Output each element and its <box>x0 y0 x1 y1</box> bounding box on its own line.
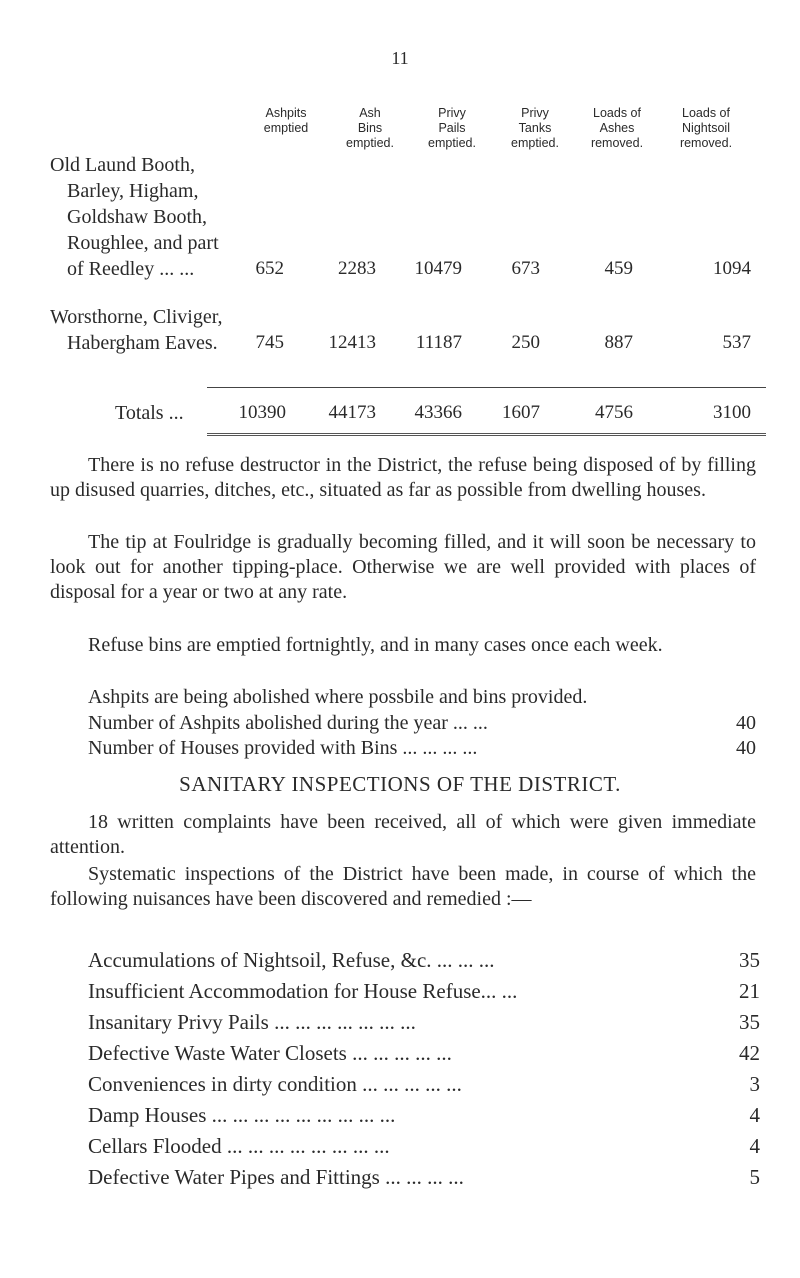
nuisance-label: Conveniences in dirty condition ... ... ... ... ... <box>88 1072 462 1096</box>
col-header-loads-nightsoil <box>660 106 752 151</box>
paragraph-foulridge-tip: The tip at Foulridge is gradually becoming filled, and it will soon be necessary to look out for another tipping-place. Otherwise we are well provided with places of disposal for a year or two at any rate. <box>50 531 756 603</box>
table-cell: 10479 <box>414 258 462 279</box>
table-cell: 11187 <box>415 332 462 353</box>
list-item <box>88 948 760 973</box>
totals-cell: 10390 <box>238 402 286 423</box>
section-heading: SANITARY INSPECTIONS OF THE DISTRICT. <box>179 772 621 796</box>
paragraph-refuse-destructor: There is no refuse destructor in the District, the refuse being disposed of by filling up disused quarries, ditches, etc., situated as far as possible from dwelling houses. <box>50 454 756 501</box>
paragraph-ashpits: Ashpits are being abolished where possbile and bins provided. <box>88 686 588 708</box>
row-label-line: Barley, Higham, <box>67 180 199 202</box>
list-item <box>88 1010 760 1035</box>
totals-cell: 44173 <box>328 402 376 423</box>
nuisance-label: Accumulations of Nightsoil, Refuse, &c. ... ... ... <box>88 948 495 972</box>
list-item <box>88 979 760 1004</box>
count-ashpits-abolished <box>88 712 756 735</box>
col-header-line: Bins <box>357 121 383 135</box>
totals-cell: 3100 <box>713 402 751 423</box>
row-label-line: Habergham Eaves. <box>67 332 218 354</box>
list-item <box>88 1041 760 1066</box>
col-header-loads-ashes <box>575 106 659 151</box>
col-header-line: Ashpits <box>265 106 307 120</box>
col-header-line: Loads of <box>682 106 730 120</box>
nuisance-count: 5 <box>749 1165 760 1189</box>
nuisance-label: Insufficient Accommodation for House Refuse... ... <box>88 979 518 1003</box>
col-header-line: emptied. <box>346 136 394 150</box>
col-header-privy-pails <box>412 106 492 151</box>
row-label-line: Worsthorne, Cliviger, <box>50 306 223 328</box>
nuisance-count: 35 <box>739 948 760 972</box>
col-header-ash-bins <box>330 106 410 151</box>
nuisance-label: Insanitary Privy Pails ... ... ... ... ... ... ... <box>88 1010 416 1034</box>
table-cell: 250 <box>511 332 540 353</box>
page-number: 11 <box>391 48 409 68</box>
row-label-line: of Reedley ... ... <box>67 258 195 280</box>
nuisance-count: 42 <box>739 1041 760 1065</box>
table-double-rule <box>207 433 766 437</box>
col-header-line: Ashes <box>599 121 635 135</box>
col-header-line: Tanks <box>518 121 552 135</box>
col-header-line: removed. <box>590 136 644 150</box>
row-label-line: Roughlee, and part <box>67 232 219 254</box>
col-header-line: Loads of <box>593 106 641 120</box>
list-item <box>88 1165 760 1190</box>
nuisance-count: 3 <box>749 1072 760 1096</box>
row-label-line: Goldshaw Booth, <box>67 206 207 228</box>
count-label: Number of Ashpits abolished during the year ... ... <box>88 712 488 734</box>
paragraph-inspections: Systematic inspections of the District have been made, in course of which the following nuisances have been discovered and remedied :— <box>50 863 756 910</box>
col-header-line: Nightsoil <box>682 121 730 135</box>
count-value: 40 <box>736 737 756 759</box>
nuisance-count: 35 <box>739 1010 760 1034</box>
list-item <box>88 1072 760 1097</box>
totals-cell: 1607 <box>502 402 540 423</box>
table-cell: 1094 <box>713 258 751 279</box>
nuisance-label: Defective Water Pipes and Fittings ... ... ... ... <box>88 1165 464 1189</box>
paragraph-refuse-bins: Refuse bins are emptied fortnightly, and in many cases once each week. <box>88 634 663 656</box>
list-item <box>88 1103 760 1128</box>
col-header-line: emptied. <box>428 136 476 150</box>
row-label-line: Old Laund Booth, <box>50 154 195 176</box>
table-cell: 652 <box>255 258 284 279</box>
table-cell: 12413 <box>328 332 376 353</box>
nuisance-label: Cellars Flooded ... ... ... ... ... ... ... ... <box>88 1134 390 1158</box>
col-header-line: Privy <box>438 106 466 120</box>
totals-cell: 43366 <box>414 402 462 423</box>
nuisance-count: 4 <box>749 1134 760 1158</box>
count-value: 40 <box>736 712 756 734</box>
table-cell: 2283 <box>338 258 376 279</box>
col-header-privy-tanks <box>495 106 575 151</box>
col-header-line: emptied <box>263 121 309 135</box>
col-header-ashpits <box>246 106 326 136</box>
nuisance-count: 4 <box>749 1103 760 1127</box>
nuisance-label: Defective Waste Water Closets ... ... ... ... ... <box>88 1041 452 1065</box>
nuisance-count: 21 <box>739 979 760 1003</box>
count-houses-bins <box>88 737 756 760</box>
totals-label: Totals ... <box>115 402 184 424</box>
col-header-line: Privy <box>521 106 549 120</box>
table-cell: 887 <box>604 332 633 353</box>
table-rule <box>207 387 766 388</box>
col-header-line: removed. <box>679 136 733 150</box>
table-cell: 673 <box>511 258 540 279</box>
nuisance-label: Damp Houses ... ... ... ... ... ... ... ... ... <box>88 1103 396 1127</box>
totals-cell: 4756 <box>595 402 633 423</box>
col-header-line: emptied. <box>511 136 559 150</box>
table-cell: 459 <box>604 258 633 279</box>
list-item <box>88 1134 760 1159</box>
col-header-line: Pails <box>438 121 466 135</box>
table-cell: 537 <box>722 332 751 353</box>
paragraph-complaints: 18 written complaints have been received, all of which were given immediate attention. <box>50 811 756 858</box>
table-cell: 745 <box>255 332 284 353</box>
col-header-line: Ash <box>359 106 381 120</box>
count-label: Number of Houses provided with Bins ... ... ... ... <box>88 737 478 759</box>
